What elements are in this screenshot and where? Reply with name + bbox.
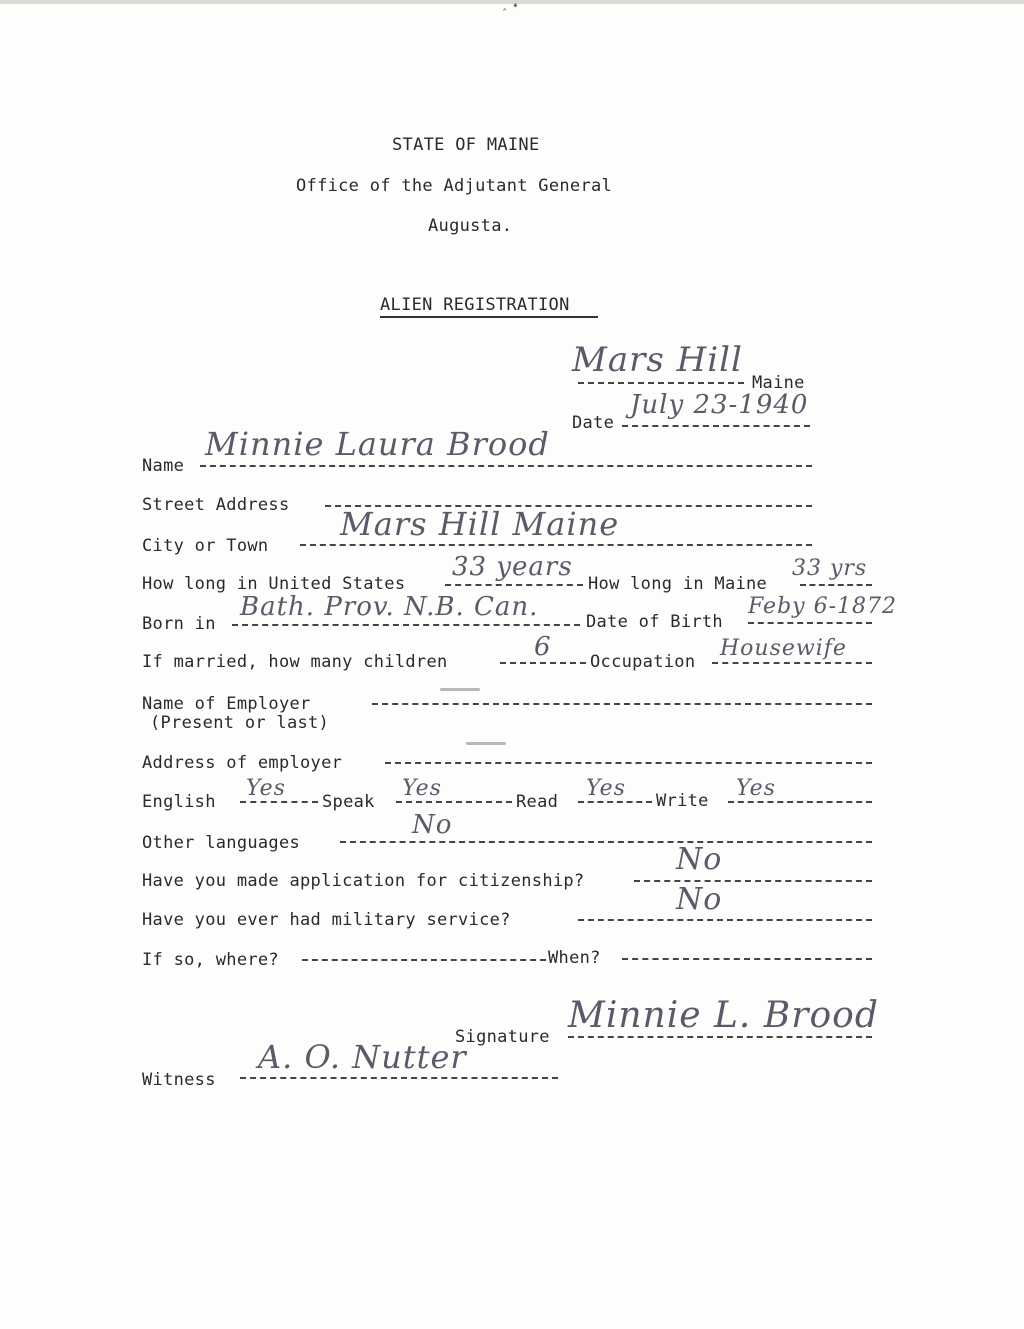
military-label: Have you ever had military service? xyxy=(142,910,511,930)
citizenship-entry: No xyxy=(676,842,723,877)
if-so-where-label: If so, where? xyxy=(142,950,279,970)
employer-address-label: Address of employer xyxy=(142,753,343,773)
witness-entry: A. O. Nutter xyxy=(258,1038,467,1076)
citizenship-label: Have you made application for citizenship? xyxy=(142,871,585,891)
city-town-entry: Mars Hill Maine xyxy=(340,505,620,543)
speak-label: Speak xyxy=(322,792,375,812)
speak-line xyxy=(396,801,512,803)
when-label: When? xyxy=(548,948,601,968)
name-entry: Minnie Laura Brood xyxy=(205,425,550,463)
signature-label: Signature xyxy=(455,1027,550,1047)
how-long-maine-label: How long in Maine xyxy=(588,574,768,594)
children-label: If married, how many children xyxy=(142,652,448,672)
write-line xyxy=(728,801,872,803)
english-label: English xyxy=(142,792,216,812)
occupation-label: Occupation xyxy=(590,652,696,672)
citizenship-line xyxy=(634,880,872,882)
children-entry: 6 xyxy=(534,632,552,662)
how-long-maine-line xyxy=(800,584,872,586)
town-entry: Mars Hill xyxy=(572,340,743,380)
write-entry: Yes xyxy=(736,776,776,801)
english-entry: Yes xyxy=(246,776,286,801)
form-title: ALIEN REGISTRATION xyxy=(380,295,570,315)
date-of-birth-entry: Feby 6-1872 xyxy=(748,594,898,619)
how-long-us-label: How long in United States xyxy=(142,574,406,594)
name-label: Name xyxy=(142,456,185,476)
occupation-entry: Housewife xyxy=(720,636,847,661)
read-label: Read xyxy=(516,792,559,812)
english-line xyxy=(240,801,318,803)
read-entry: Yes xyxy=(586,776,626,801)
military-entry: No xyxy=(676,882,723,917)
military-line xyxy=(578,919,872,921)
date-entry: July 23-1940 xyxy=(630,390,809,420)
write-label: Write xyxy=(656,791,709,811)
born-in-entry: Bath. Prov. N.B. Can. xyxy=(240,592,539,622)
date-of-birth-label: Date of Birth xyxy=(586,612,723,632)
title-underline xyxy=(380,316,598,318)
city-heading: Augusta. xyxy=(428,216,513,236)
name-line xyxy=(200,465,812,467)
office-heading: Office of the Adjutant General xyxy=(296,176,613,196)
city-town-line xyxy=(300,544,812,546)
born-in-label: Born in xyxy=(142,614,216,634)
city-town-label: City or Town xyxy=(142,536,269,556)
where-line xyxy=(302,959,546,961)
signature-entry: Minnie L. Brood xyxy=(568,995,879,1036)
date-label: Date xyxy=(572,413,615,433)
date-line xyxy=(622,425,810,427)
town-line xyxy=(578,382,744,384)
state-heading: STATE OF MAINE xyxy=(392,135,540,155)
years-maine-entry: 33 yrs xyxy=(792,556,868,581)
witness-label: Witness xyxy=(142,1070,216,1090)
occupation-line xyxy=(712,662,872,664)
signature-line xyxy=(568,1036,872,1038)
employer-label: Name of Employer xyxy=(142,694,311,714)
date-of-birth-line xyxy=(748,622,872,624)
street-label: Street Address xyxy=(142,495,290,515)
how-long-us-line xyxy=(445,584,583,586)
witness-line xyxy=(240,1077,558,1079)
read-line xyxy=(578,801,652,803)
children-line xyxy=(500,662,586,664)
employer-note: (Present or last) xyxy=(150,713,330,733)
maine-label: Maine xyxy=(752,373,805,393)
speak-entry: Yes xyxy=(402,776,442,801)
other-languages-entry: No xyxy=(412,810,453,840)
employer-line xyxy=(372,703,872,705)
other-languages-line xyxy=(340,841,872,843)
employer-dash-mark xyxy=(440,688,480,691)
when-line xyxy=(622,958,872,960)
scan-mark: ‸ ✴ xyxy=(503,0,519,11)
years-us-entry: 33 years xyxy=(452,552,573,582)
born-in-line xyxy=(232,624,580,626)
employer-address-line xyxy=(385,762,872,764)
employer-address-dash-mark xyxy=(466,742,506,745)
other-languages-label: Other languages xyxy=(142,833,301,853)
